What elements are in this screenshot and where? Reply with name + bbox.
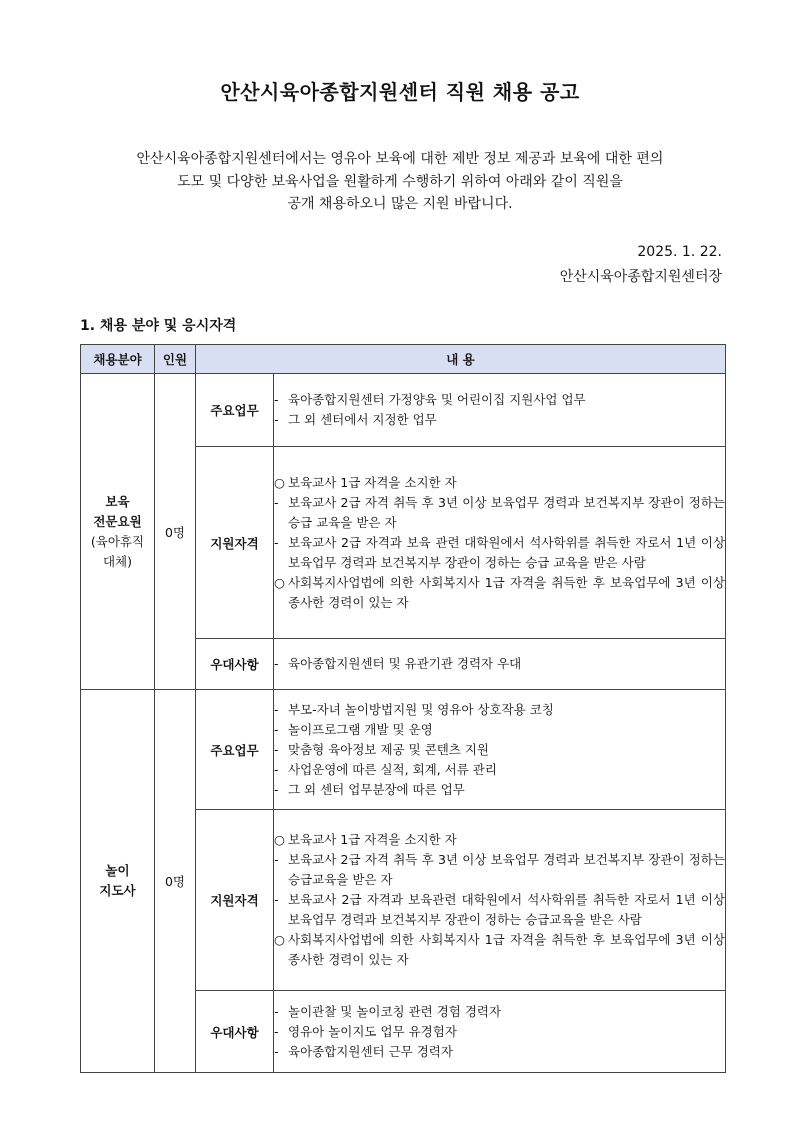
list-item: - 맞춤형 육아정보 제공 및 콘텐츠 지원 bbox=[274, 741, 489, 757]
list-item: - 사업운영에 따른 실적, 회계, 서류 관리 bbox=[274, 761, 497, 777]
field-name: 전문요원 bbox=[93, 513, 142, 529]
table-header-row bbox=[81, 345, 726, 374]
issuer-name: 안산시육아종합지원센터장 bbox=[559, 269, 722, 285]
count-cell: 0명 bbox=[155, 374, 196, 690]
table-row bbox=[81, 374, 726, 447]
list-item: ○ 사회복지사업법에 의한 사회복지사 1급 자격을 취득한 후 보육업무에 3년 이상 종사한 경력이 있는 자 bbox=[274, 932, 726, 967]
preference-content bbox=[274, 639, 726, 690]
qualification-label: 지원자격 bbox=[196, 447, 274, 639]
list-item: - 부모-자녀 놀이방법지원 및 영유아 상호작용 코칭 bbox=[274, 701, 554, 717]
duties-content bbox=[274, 690, 726, 810]
intro-line: 안산시육아종합지원센터에서는 영유아 보육에 대한 제반 정보 제공과 보육에 대한 편의 bbox=[136, 151, 664, 167]
field-cell bbox=[81, 690, 155, 1073]
count-cell: 0명 bbox=[155, 690, 196, 1073]
list-item: - 놀이관찰 및 놀이코칭 관련 경험 경력자 bbox=[274, 1003, 502, 1019]
field-name: 보육 bbox=[105, 493, 130, 509]
date-issuer-block bbox=[422, 240, 722, 290]
intro-line: 공개 채용하오니 많은 지원 바랍니다. bbox=[287, 196, 513, 212]
list-item: ○ 사회복지사업법에 의한 사회복지사 1급 자격을 취득한 후 보육업무에 3년 이상 종사한 경력이 있는 자 bbox=[274, 574, 726, 610]
preference-label: 우대사항 bbox=[196, 639, 274, 690]
field-cell bbox=[81, 374, 155, 690]
page-title: 안산시육아종합지원센터 직원 채용 공고 bbox=[220, 80, 580, 104]
qualification-content bbox=[274, 810, 726, 991]
list-item: - 보육교사 2급 자격 취득 후 3년 이상 보육업무 경력과 보건복지부 장관이 정하는 승급 교육을 받은 자 bbox=[274, 494, 726, 530]
notice-date: 2025. 1. 22. bbox=[637, 244, 722, 260]
qualification-content bbox=[274, 447, 726, 639]
list-item: - 보육교사 2급 자격과 보육관련 대학원에서 석사학위를 취득한 자로서 1년 이상 보육업무 경력과 보건복지부 장관이 정하는 승급교육을 받은 사람 bbox=[274, 892, 726, 927]
duties-label: 주요업무 bbox=[196, 374, 274, 447]
list-item: - 보육교사 2급 자격과 보육 관련 대학원에서 석사학위를 취득한 자로서 1년 이상 보육업무 경력과 보건복지부 장관이 정하는 승급 교육을 받은 사람 bbox=[274, 534, 726, 570]
list-item: - 그 외 센터 업무분장에 따른 업무 bbox=[274, 781, 465, 797]
list-item: - 놀이프로그램 개발 및 운영 bbox=[274, 721, 433, 737]
header-content: 내 용 bbox=[196, 345, 726, 374]
intro-line: 도모 및 다양한 보육사업을 원활하게 수행하기 위하여 아래와 같이 직원을 bbox=[177, 173, 623, 190]
field-name: 놀이 bbox=[105, 863, 130, 878]
list-item: - 보육교사 2급 자격 취득 후 3년 이상 보육업무 경력과 보건복지부 장관이 정하는 승급교육을 받은 자 bbox=[274, 852, 726, 887]
duties-content bbox=[274, 374, 726, 447]
field-name: 지도사 bbox=[99, 883, 136, 898]
qualification-label: 지원자격 bbox=[196, 810, 274, 991]
table-row bbox=[81, 690, 726, 810]
list-item: - 육아종합지원센터 및 유관기관 경력자 우대 bbox=[274, 656, 522, 671]
field-note: 대체) bbox=[102, 553, 133, 569]
field-note: (육아휴직 bbox=[90, 533, 145, 549]
recruitment-table bbox=[80, 344, 726, 1073]
list-item: - 육아종합지원센터 근무 경력자 bbox=[274, 1043, 453, 1059]
intro-paragraph bbox=[80, 148, 720, 216]
list-item: - 영유아 놀이지도 업무 유경험자 bbox=[274, 1023, 457, 1039]
list-item: ○ 보육교사 1급 자격을 소지한 자 bbox=[274, 474, 457, 490]
duties-label: 주요업무 bbox=[196, 690, 274, 810]
section-title: 1. 채용 분야 및 응시자격 bbox=[80, 318, 237, 334]
header-count: 인원 bbox=[155, 345, 196, 374]
list-item: - 그 외 센터에서 지정한 업무 bbox=[274, 412, 437, 427]
list-item: ○ 보육교사 1급 자격을 소지한 자 bbox=[274, 832, 457, 847]
preference-content bbox=[274, 991, 726, 1073]
preference-label: 우대사항 bbox=[196, 991, 274, 1073]
list-item: - 육아종합지원센터 가정양육 및 어린이집 지원사업 업무 bbox=[274, 392, 586, 407]
header-field: 채용분야 bbox=[81, 345, 155, 374]
